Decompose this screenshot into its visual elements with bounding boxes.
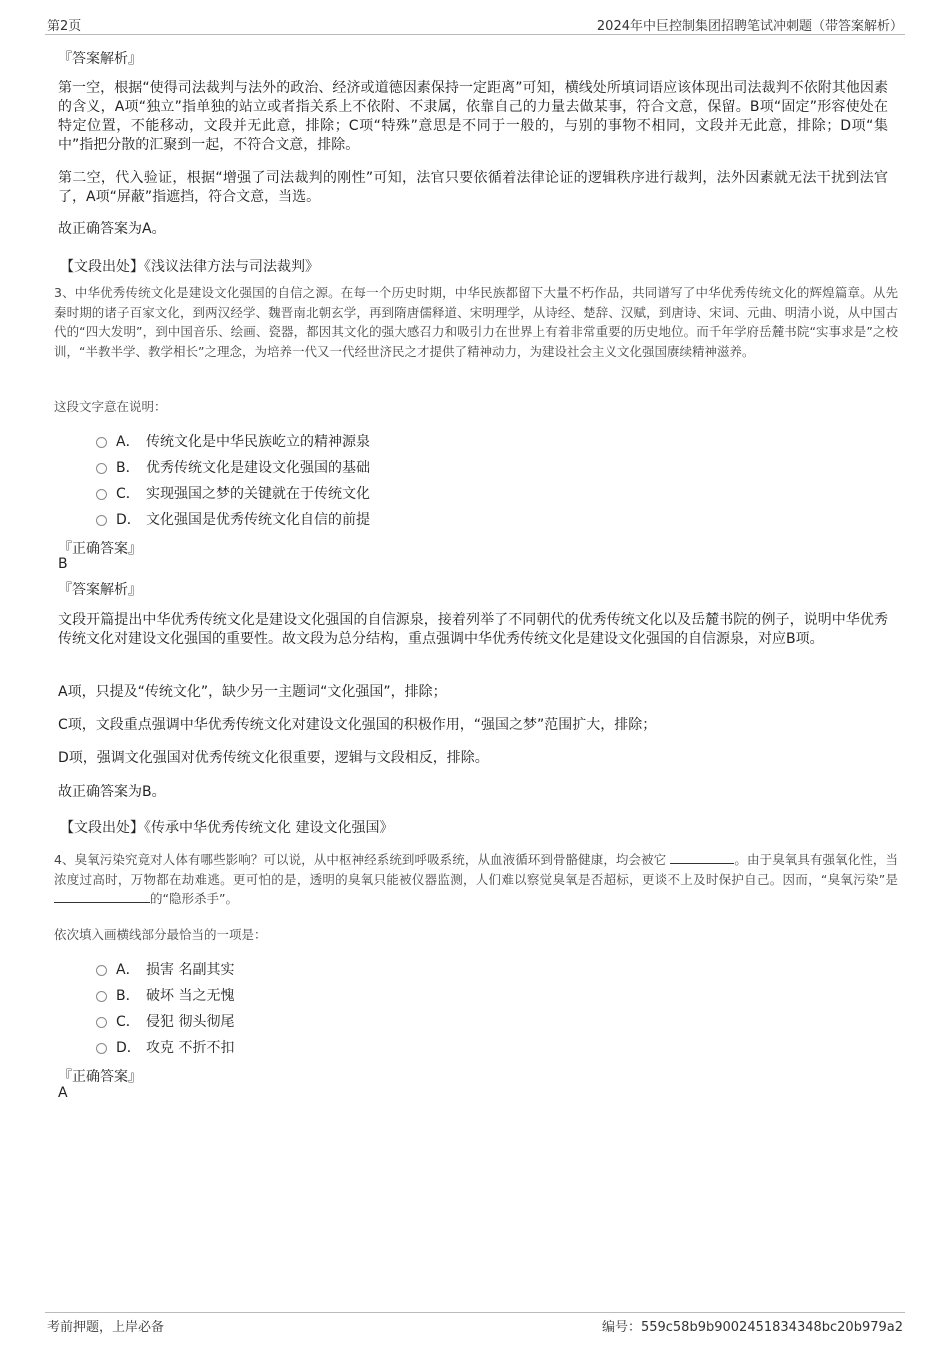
conclusion-text: 故正确答案为A。 bbox=[58, 221, 166, 237]
option-text: 侵犯 彻头彻尾 bbox=[146, 1014, 235, 1030]
option-text: 攻克 不折不扣 bbox=[146, 1040, 235, 1056]
option-letter: B． bbox=[116, 988, 140, 1004]
option-letter: B． bbox=[116, 460, 140, 476]
option-c[interactable] bbox=[96, 482, 370, 504]
option-b[interactable] bbox=[96, 456, 370, 478]
analysis-option-d: D项，强调文化强国对优秀传统文化很重要，逻辑与文段相反，排除。 bbox=[58, 750, 489, 766]
page-number: 第2页 bbox=[47, 19, 82, 34]
radio-button[interactable] bbox=[96, 965, 107, 976]
option-d[interactable] bbox=[96, 508, 370, 530]
correct-answer: B bbox=[58, 556, 68, 572]
radio-button[interactable] bbox=[96, 463, 107, 474]
document-code bbox=[602, 1316, 903, 1335]
option-c[interactable] bbox=[96, 1010, 234, 1032]
option-letter: C． bbox=[116, 1014, 140, 1030]
page-footer bbox=[45, 1312, 905, 1335]
question-prompt: 依次填入画横线部分最恰当的一项是： bbox=[54, 927, 267, 942]
answer-analysis-label: 『答案解析』 bbox=[58, 51, 142, 67]
passage-source: 【文段出处】《传承中华优秀传统文化 建设文化强国》 bbox=[60, 820, 394, 836]
question-prompt: 这段文字意在说明： bbox=[54, 399, 167, 414]
option-b[interactable] bbox=[96, 984, 234, 1006]
passage-part: 。由于臭氧具有强氧化性，当浓度过高时，万物都在劫难逃。更可怕的是，透明的臭氧只能被仪器监测，人们难以察觉臭氧是否超标，更谈不上及时保护自己。因而，“臭氧污染”是 bbox=[54, 852, 898, 887]
correct-answer-label: 『正确答案』 bbox=[58, 541, 142, 557]
analysis-paragraph: 第一空，根据“使得司法裁判与法外的政治、经济或道德因素保持一定距离”可知，横线处所填词语应该体现出司法裁判不依附其他因素的含义，A项“独立”指单独的站立或者指关系上不依附、不隶属，依靠自己的力量去做某事，符合文意，保留。B项“固定”形容使处在特定位置，不能移动，文段并无此意，排除；C项“特殊”意思是不同于一般的，与别的事物不相同，文段并无此意，排除；D项“集中”指把分散的汇聚到一起，不符合文意，排除。 bbox=[58, 80, 888, 153]
document-title: 2024年中巨控制集团招聘笔试冲刺题（带答案解析） bbox=[596, 19, 903, 34]
page-header bbox=[45, 14, 905, 35]
footer-slogan: 考前押题，上岸必备 bbox=[47, 1320, 165, 1335]
option-letter: C． bbox=[116, 486, 140, 502]
passage-part: 的“隐形杀手”。 bbox=[150, 891, 238, 906]
question-passage: 3、中华优秀传统文化是建设文化强国的自信之源。在每一个历史时期，中华民族都留下大量不朽作品，共同谱写了中华优秀传统文化的辉煌篇章。从先秦时期的诸子百家文化，到两汉经学、魏晋南北朝玄学，再到隋唐儒释道、宋明理学，从诗经、楚辞、汉赋，到唐诗、宋词、元曲、明清小说，从中国古代的“四大发明”，到中国音乐、绘画、瓷器，都因其文化的强大感召力和吸引力在世界上有着非常重要的历史地位。而千年学府岳麓书院“实事求是”之校训，“半教半学、教学相长”之理念，为培养一代又一代经世济民之才提供了精神动力，为建设社会主义文化强国赓续精神滋养。 bbox=[54, 285, 899, 359]
option-text: 实现强国之梦的关键就在于传统文化 bbox=[146, 486, 370, 502]
option-text: 传统文化是中华民族屹立的精神源泉 bbox=[146, 434, 370, 450]
correct-answer-label: 『正确答案』 bbox=[58, 1069, 142, 1085]
analysis-option-a: A项，只提及“传统文化”，缺少另一主题词“文化强国”，排除； bbox=[58, 684, 447, 700]
option-letter: D． bbox=[116, 512, 141, 528]
conclusion-text: 故正确答案为B。 bbox=[58, 784, 166, 800]
option-text: 优秀传统文化是建设文化强国的基础 bbox=[146, 460, 370, 476]
option-letter: D． bbox=[116, 1040, 141, 1056]
analysis-paragraph: 第二空，代入验证，根据“增强了司法裁判的刚性”可知，法官只要依循着法律论证的逻辑秩序进行裁判，法外因素就无法干扰到法官了，A项“屏蔽”指遮挡，符合文意，当选。 bbox=[58, 170, 888, 205]
option-text: 损害 名副其实 bbox=[146, 962, 235, 978]
radio-button[interactable] bbox=[96, 1017, 107, 1028]
option-a[interactable] bbox=[96, 958, 234, 980]
option-letter: A． bbox=[116, 434, 140, 450]
code-value: 559c58b9b9002451834348bc20b979a2 bbox=[640, 1320, 903, 1335]
fill-blank-1 bbox=[670, 851, 734, 864]
fill-blank-2 bbox=[54, 890, 150, 903]
analysis-option-c: C项，文段重点强调中华优秀传统文化对建设文化强国的积极作用，“强国之梦”范围扩大，排除； bbox=[58, 717, 657, 733]
question-passage bbox=[54, 850, 898, 909]
correct-answer: A bbox=[58, 1085, 68, 1101]
radio-button[interactable] bbox=[96, 489, 107, 500]
analysis-paragraph: 文段开篇提出中华优秀传统文化是建设文化强国的自信源泉，接着列举了不同朝代的优秀传统文化以及岳麓书院的例子，说明中华优秀传统文化对建设文化强国的重要性。故文段为总分结构，重点强调中华优秀传统文化是建设文化强国的自信源泉，对应B项。 bbox=[58, 612, 888, 647]
option-text: 破坏 当之无愧 bbox=[146, 988, 235, 1004]
option-a[interactable] bbox=[96, 430, 370, 452]
radio-button[interactable] bbox=[96, 991, 107, 1002]
radio-button[interactable] bbox=[96, 515, 107, 526]
option-d[interactable] bbox=[96, 1036, 234, 1058]
passage-part: 4、臭氧污染究竟对人体有哪些影响？可以说，从中枢神经系统到呼吸系统，从血液循环到骨骼健康，均会被它 bbox=[54, 852, 671, 867]
option-letter: A． bbox=[116, 962, 140, 978]
passage-source: 【文段出处】《浅议法律方法与司法裁判》 bbox=[60, 259, 319, 275]
answer-analysis-label: 『答案解析』 bbox=[58, 582, 142, 598]
code-label: 编号： bbox=[601, 1320, 641, 1335]
radio-button[interactable] bbox=[96, 1043, 107, 1054]
option-text: 文化强国是优秀传统文化自信的前提 bbox=[146, 512, 370, 528]
radio-button[interactable] bbox=[96, 437, 107, 448]
